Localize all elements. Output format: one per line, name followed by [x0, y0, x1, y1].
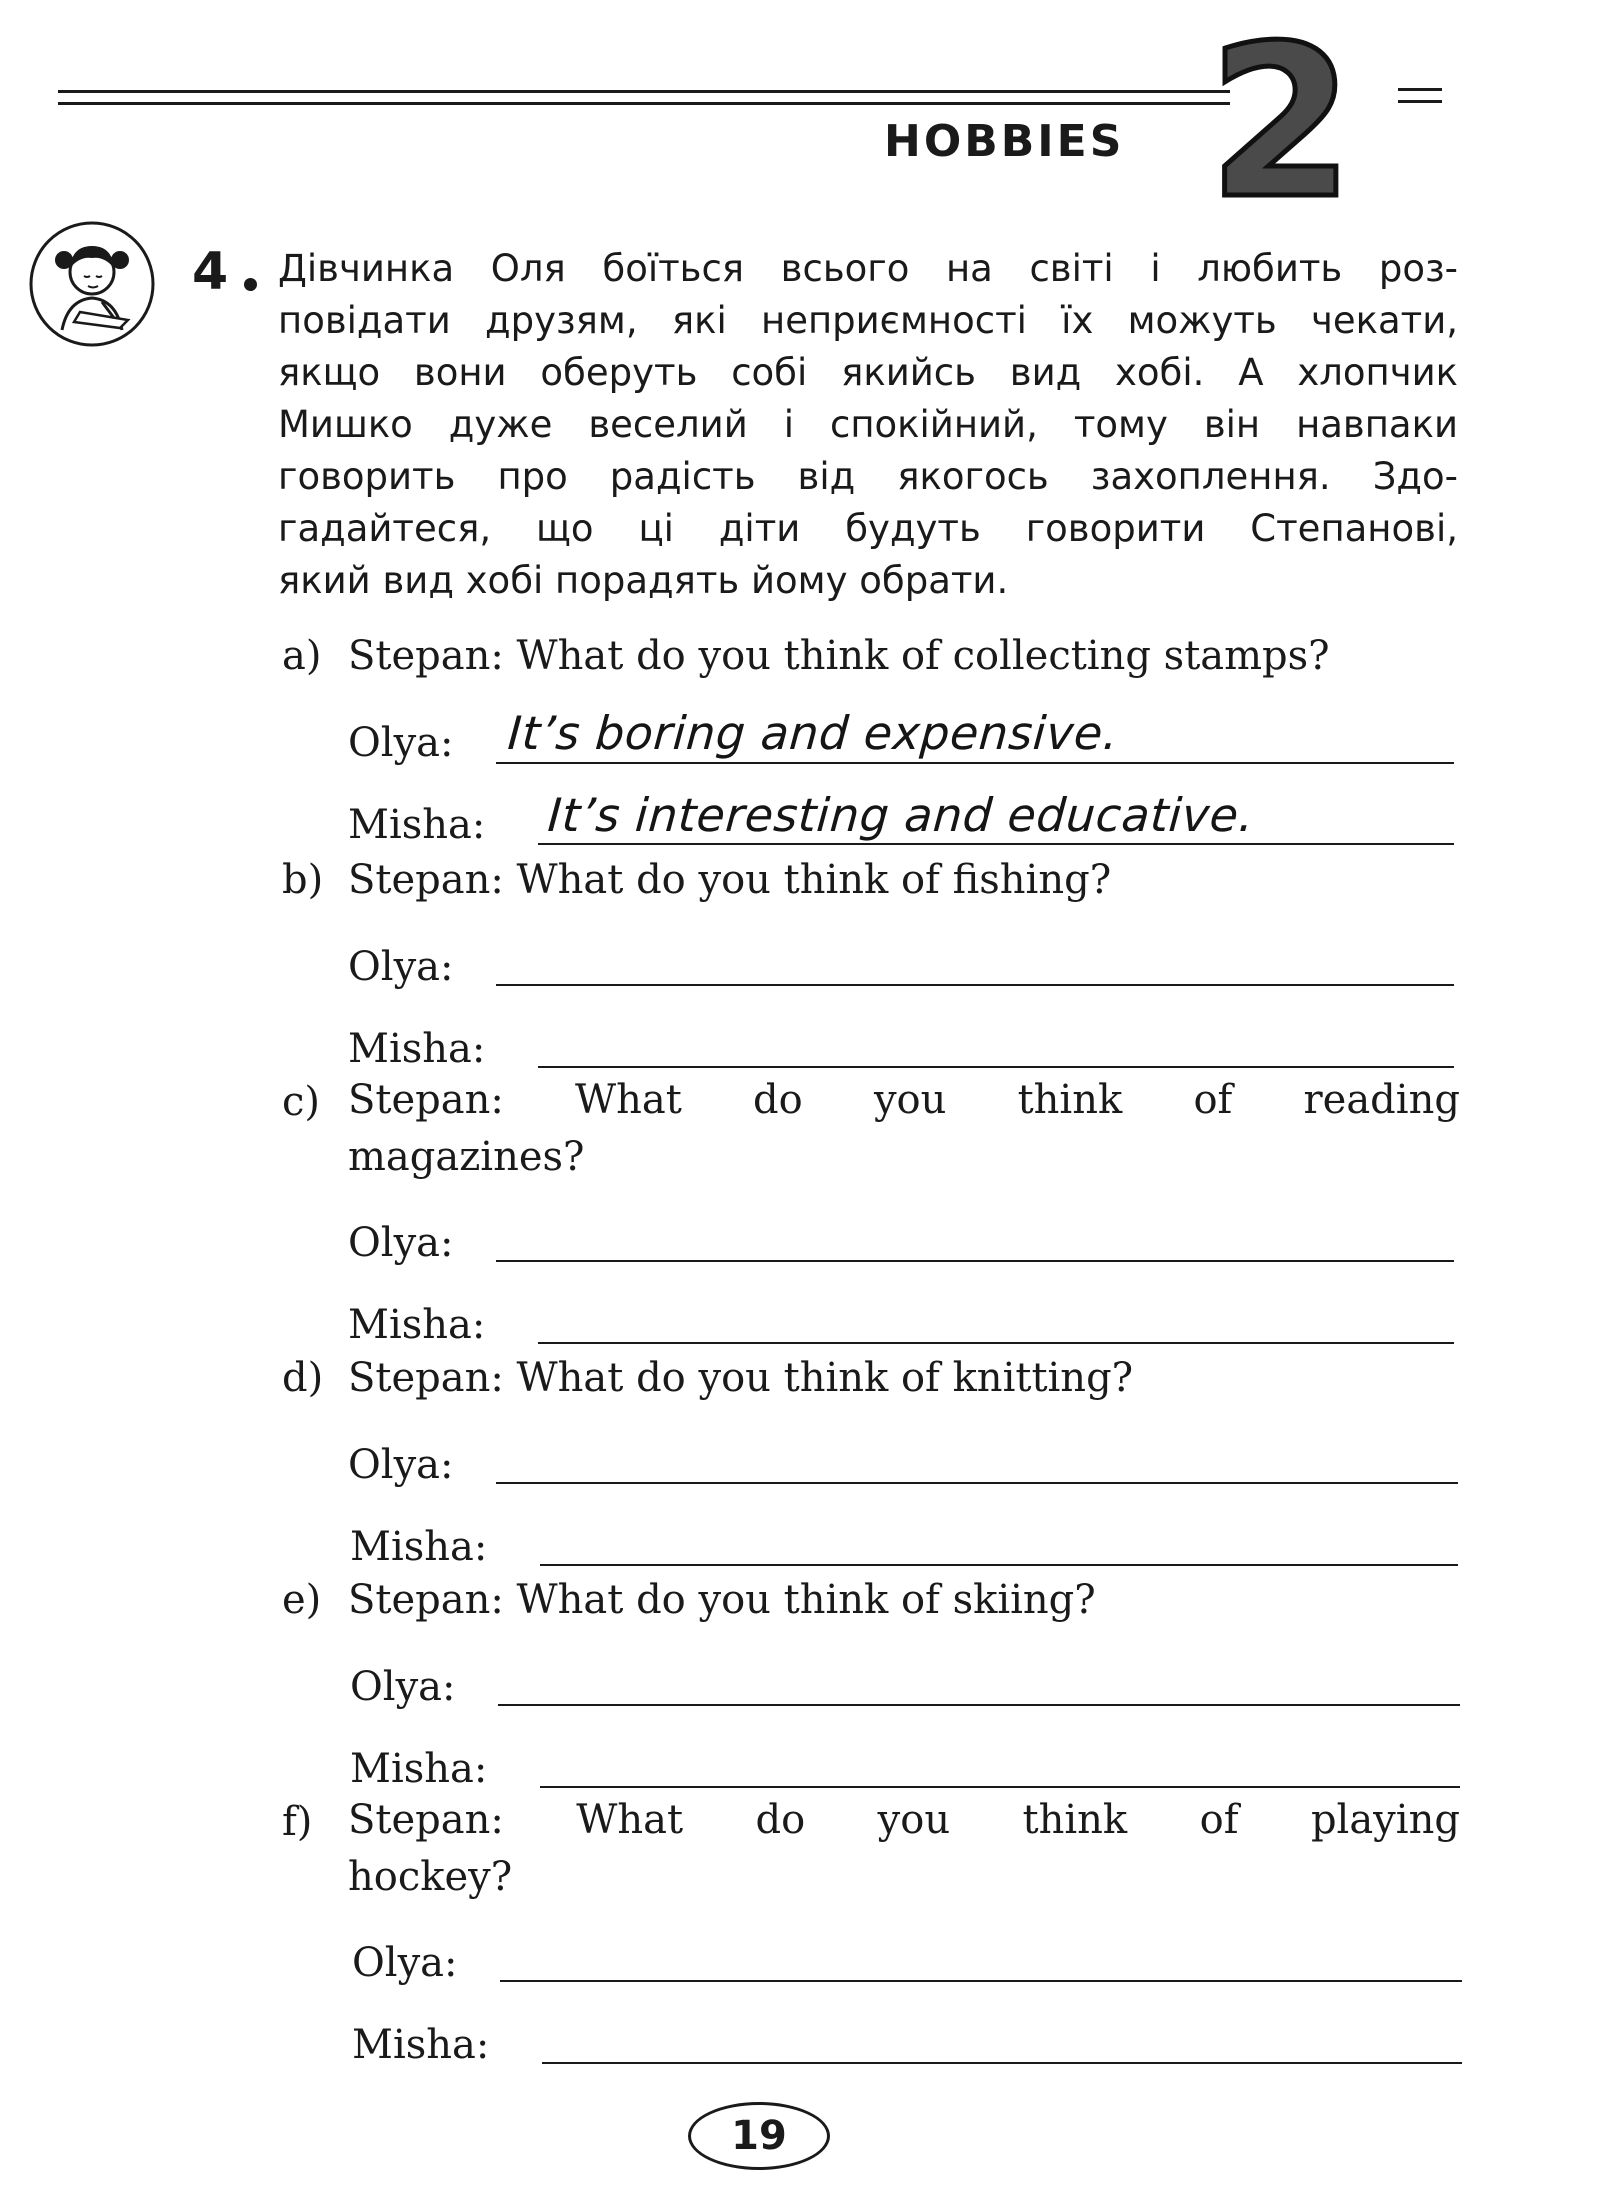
- misha-answer-line[interactable]: [540, 1564, 1458, 1566]
- olya-answer-line[interactable]: [500, 1980, 1462, 1982]
- girl-writing-icon: [28, 220, 156, 348]
- olya-answer-line[interactable]: [498, 1704, 1460, 1706]
- question-word: of: [1199, 1797, 1239, 1843]
- olya-answer-line[interactable]: [496, 984, 1454, 986]
- misha-label: Misha:: [348, 1026, 486, 1072]
- question-word: you: [877, 1797, 951, 1843]
- question-word: think: [1017, 1077, 1123, 1123]
- olya-answer[interactable]: It’s boring and expensive.: [506, 706, 1120, 760]
- item-letter: d): [282, 1355, 324, 1401]
- header-rule-bottom: [58, 102, 1230, 105]
- question-word: do: [753, 1077, 803, 1123]
- question-word: playing: [1310, 1797, 1460, 1843]
- question-text-continued: magazines?: [348, 1134, 585, 1180]
- question-word: do: [755, 1797, 806, 1843]
- question-word: think: [1022, 1797, 1128, 1843]
- header-rule-right-top: [1398, 88, 1442, 91]
- instruction-line: якщо вони оберуть собі якийсь вид хобі. А хлопчик: [278, 351, 1458, 394]
- misha-label: Misha:: [350, 1746, 488, 1792]
- olya-answer-line[interactable]: [496, 1482, 1458, 1484]
- misha-label: Misha:: [348, 802, 486, 848]
- question-text-continued: hockey?: [348, 1854, 513, 1900]
- item-letter: f): [282, 1799, 313, 1845]
- misha-answer-line[interactable]: [538, 843, 1454, 845]
- olya-answer-line[interactable]: [496, 1260, 1454, 1262]
- misha-answer-line[interactable]: [538, 1342, 1454, 1344]
- item-letter: e): [282, 1577, 322, 1623]
- misha-answer-line[interactable]: [542, 2062, 1462, 2064]
- question-word: reading: [1303, 1077, 1460, 1123]
- question-a: [282, 628, 1462, 684]
- olya-answer-line[interactable]: [496, 762, 1454, 764]
- question-word: of: [1193, 1077, 1233, 1123]
- misha-label: Misha:: [348, 1302, 486, 1348]
- olya-label: Olya:: [348, 1220, 454, 1266]
- instruction-line: говорить про радість від якогось захоплення. Здо-: [278, 455, 1458, 498]
- question-e: [282, 1572, 1462, 1628]
- question-text: Stepan: What do you think of knitting?: [348, 1355, 1134, 1401]
- exercise-number: 4: [192, 242, 229, 302]
- question-b: [282, 852, 1462, 908]
- header-rule-top: [58, 90, 1230, 93]
- question-text: Stepan: What do you think of skiing?: [348, 1577, 1096, 1623]
- olya-label: Olya:: [348, 720, 454, 766]
- instruction-line: який вид хобі порадять йому обрати.: [278, 559, 1009, 602]
- item-letter: b): [282, 857, 324, 903]
- instruction-line: повідати друзям, які неприємності їх можуть чекати,: [278, 299, 1458, 342]
- question-text: Stepan: What do you think of fishing?: [348, 857, 1112, 903]
- header-rule-right-bottom: [1398, 100, 1442, 103]
- misha-answer-line[interactable]: [540, 1786, 1460, 1788]
- olya-label: Olya:: [348, 944, 454, 990]
- misha-answer-line[interactable]: [538, 1066, 1454, 1068]
- misha-label: Misha:: [350, 1524, 488, 1570]
- question-word: you: [873, 1077, 947, 1123]
- question-d: [282, 1350, 1462, 1406]
- olya-label: Olya:: [352, 1940, 458, 1986]
- instruction-line: Дівчинка Оля боїться всього на світі і любить роз-: [278, 247, 1458, 290]
- question-text: Stepan: What do you think of collecting stamps?: [348, 633, 1330, 679]
- olya-label: Olya:: [348, 1442, 454, 1488]
- question-word: Stepan:: [348, 1077, 504, 1123]
- exercise-number-dot: [244, 278, 257, 291]
- instruction-line: Мишко дуже веселий і спокійний, тому він навпаки: [278, 403, 1458, 446]
- misha-answer[interactable]: It’s interesting and educative.: [546, 788, 1256, 842]
- unit-number: 2: [1208, 0, 1351, 245]
- item-letter: a): [282, 633, 322, 679]
- exercise-instruction: [278, 243, 1458, 607]
- question-word: Stepan:: [348, 1797, 504, 1843]
- question-text: [348, 1077, 1460, 1123]
- instruction-line: гадайтеся, що ці діти будуть говорити Степанові,: [278, 507, 1458, 550]
- question-word: What: [576, 1797, 684, 1843]
- item-letter: c): [282, 1079, 321, 1125]
- unit-title: HOBBIES: [884, 116, 1125, 167]
- olya-label: Olya:: [350, 1664, 456, 1710]
- page-number: 19: [688, 2102, 830, 2170]
- question-word: What: [575, 1077, 682, 1123]
- question-text: [348, 1797, 1460, 1843]
- misha-label: Misha:: [352, 2022, 490, 2068]
